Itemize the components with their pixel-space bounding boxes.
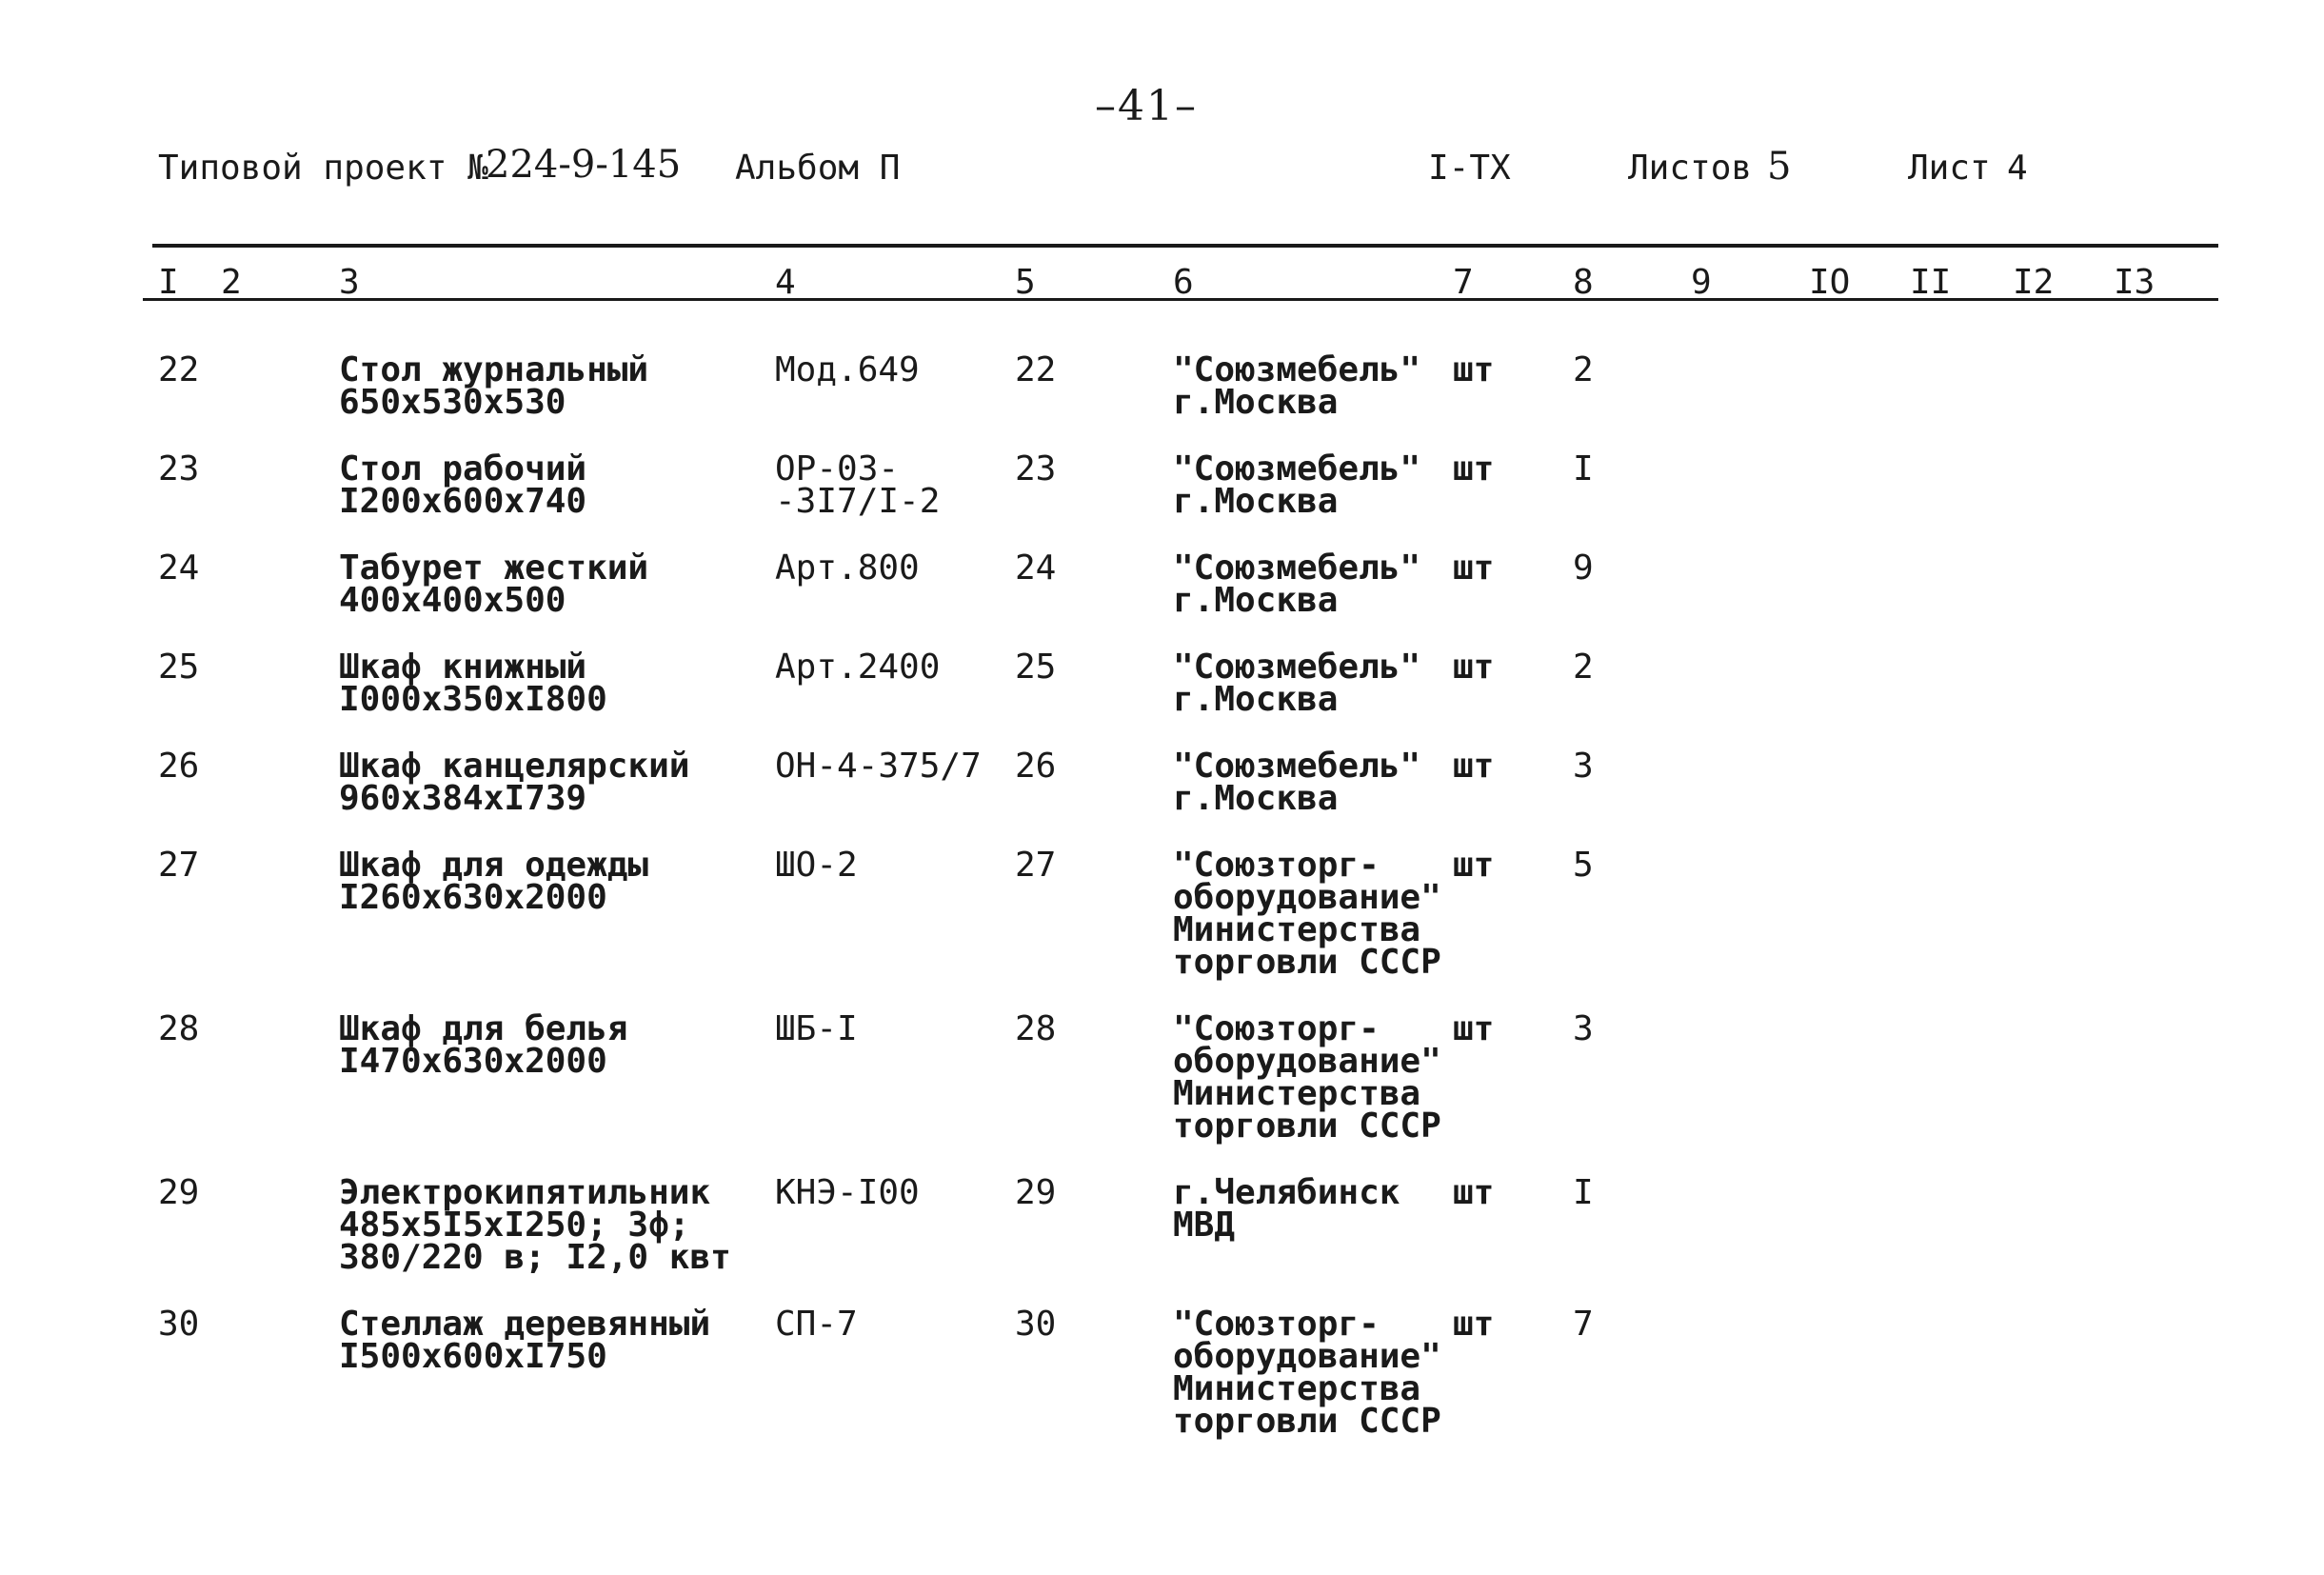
item-model-line: СП-7 [775,1305,858,1344]
quantity: 3 [1573,747,1594,786]
supplier-line: "Союзмебель" [1173,548,1421,588]
unit: шт [1453,449,1495,488]
item-name [339,1305,711,1376]
supplier-line: г.Москва [1173,680,1339,719]
supplier-line: г.Москва [1173,383,1339,422]
quantity: 2 [1573,648,1594,687]
supplier-line: оборудование" [1173,1042,1441,1081]
column-header: 2 [221,263,242,302]
header-rule [152,244,2218,248]
quantity: I [1573,449,1594,488]
column-5-value: 29 [1015,1173,1057,1212]
supplier [1173,846,1441,982]
supplier [1173,1305,1441,1441]
item-dimensions: I200х600х740 [339,482,587,521]
item-model [775,449,941,521]
supplier [1173,1173,1400,1245]
quantity: 3 [1573,1009,1594,1048]
supplier-line: торговли СССР [1173,1402,1441,1441]
item-model [775,548,920,588]
page-number: –41– [1095,82,1198,130]
supplier-line: "Союзторг- [1173,1009,1380,1048]
column-5-value: 25 [1015,648,1057,687]
column-5-value: 23 [1015,449,1057,488]
unit: шт [1453,548,1495,588]
item-model-line: Арт.800 [775,548,920,588]
item-name-line: Электрокипятильник [339,1173,711,1212]
project-label: Типовой проект № [158,149,488,188]
column-header: 6 [1173,263,1194,302]
supplier-line: "Союзмебель" [1173,747,1421,786]
column-header: IO [1809,263,1851,302]
item-model-line: -3I7/I-2 [775,482,941,521]
column-header: I2 [2013,263,2055,302]
unit: шт [1453,747,1495,786]
supplier-line: МВД [1173,1206,1236,1245]
sheets-count: 5 [1767,145,1792,189]
quantity: 7 [1573,1305,1594,1344]
item-dimensions: I260х630х2000 [339,878,607,917]
row-number: 22 [158,350,200,389]
quantity: 9 [1573,548,1594,588]
item-spec: 380/220 в; I2,0 квт [339,1238,731,1277]
item-model [775,648,941,687]
item-dimensions: 960х384хI739 [339,779,587,818]
column-header: 3 [339,263,360,302]
supplier-line: г.Челябинск [1173,1173,1400,1212]
item-name [339,648,607,719]
supplier-line: Министерства [1173,1074,1421,1113]
item-name-line: Шкаф для одежды [339,846,649,885]
supplier-line: оборудование" [1173,1337,1441,1376]
row-number: 24 [158,548,200,588]
column-5-value: 27 [1015,846,1057,885]
row-number: 26 [158,747,200,786]
supplier-line: оборудование" [1173,878,1441,917]
item-model-line: ОН-4-375/7 [775,747,982,786]
column-5-value: 26 [1015,747,1057,786]
item-model [775,1173,920,1212]
supplier [1173,1009,1441,1146]
item-name [339,1009,628,1081]
item-dimensions: 650х530х530 [339,383,566,422]
supplier-line: г.Москва [1173,581,1339,620]
column-header: 9 [1691,263,1712,302]
column-header: 5 [1015,263,1036,302]
item-name [339,350,649,422]
item-model-line: ОР-03- [775,449,900,488]
row-number: 27 [158,846,200,885]
item-model-line: Арт.2400 [775,648,941,687]
item-name-line: Стол рабочий [339,449,587,488]
quantity: 5 [1573,846,1594,885]
unit: шт [1453,1173,1495,1212]
item-model [775,747,982,786]
quantity: 2 [1573,350,1594,389]
item-name-line: Шкаф канцелярский [339,747,690,786]
item-name-line: Шкаф для белья [339,1009,628,1048]
row-number: 29 [158,1173,200,1212]
column-header: 8 [1573,263,1594,302]
item-name [339,548,649,620]
sheet-label: Лист [1908,149,1991,188]
unit: шт [1453,350,1495,389]
supplier [1173,648,1421,719]
document-code: I-ТХ [1428,149,1511,188]
item-dimensions: 400х400х500 [339,581,566,620]
sheet-number: 4 [2007,149,2028,188]
row-number: 30 [158,1305,200,1344]
item-name-line: Стеллаж деревянный [339,1305,711,1344]
item-model [775,1009,858,1048]
item-dimensions: 485х5I5хI250; 3ф; [339,1206,690,1245]
item-model-line: КНЭ-I00 [775,1173,920,1212]
item-model [775,350,920,389]
item-model [775,846,858,885]
item-name-line: Табурет жесткий [339,548,649,588]
quantity: I [1573,1173,1594,1212]
row-number: 23 [158,449,200,488]
item-name-line: Стол журнальный [339,350,649,389]
column-header: II [1910,263,1952,302]
supplier-line: "Союзмебель" [1173,648,1421,687]
item-name [339,1173,731,1277]
item-model [775,1305,858,1344]
supplier-line: Министерства [1173,910,1421,949]
column-header: 4 [775,263,796,302]
item-dimensions: I000х350хI800 [339,680,607,719]
item-name [339,747,690,818]
column-5-value: 22 [1015,350,1057,389]
item-name-line: Шкаф книжный [339,648,587,687]
column-5-value: 28 [1015,1009,1057,1048]
item-dimensions: I500х600хI750 [339,1337,607,1376]
item-model-line: ШО-2 [775,846,858,885]
column-5-value: 24 [1015,548,1057,588]
row-number: 25 [158,648,200,687]
album-label: Альбом П [735,149,901,188]
unit: шт [1453,1009,1495,1048]
supplier-line: г.Москва [1173,779,1339,818]
row-number: 28 [158,1009,200,1048]
column-header: 7 [1453,263,1474,302]
supplier-line: г.Москва [1173,482,1339,521]
item-name [339,846,649,917]
supplier [1173,449,1421,521]
supplier-line: торговли СССР [1173,1106,1441,1146]
supplier [1173,548,1421,620]
supplier-line: "Союзмебель" [1173,350,1421,389]
supplier-line: "Союзмебель" [1173,449,1421,488]
supplier-line: Министерства [1173,1369,1421,1408]
item-dimensions: I470х630х2000 [339,1042,607,1081]
project-number: 224-9-145 [486,143,682,187]
item-model-line: ШБ-I [775,1009,858,1048]
unit: шт [1453,846,1495,885]
supplier [1173,747,1421,818]
column-5-value: 30 [1015,1305,1057,1344]
supplier-line: "Союзторг- [1173,846,1380,885]
item-model-line: Мод.649 [775,350,920,389]
column-header: I3 [2114,263,2155,302]
sheets-label: Листов [1628,149,1753,188]
unit: шт [1453,1305,1495,1344]
supplier [1173,350,1421,422]
column-header: I [158,263,179,302]
unit: шт [1453,648,1495,687]
supplier-line: торговли СССР [1173,943,1441,982]
item-name [339,449,587,521]
supplier-line: "Союзторг- [1173,1305,1380,1344]
